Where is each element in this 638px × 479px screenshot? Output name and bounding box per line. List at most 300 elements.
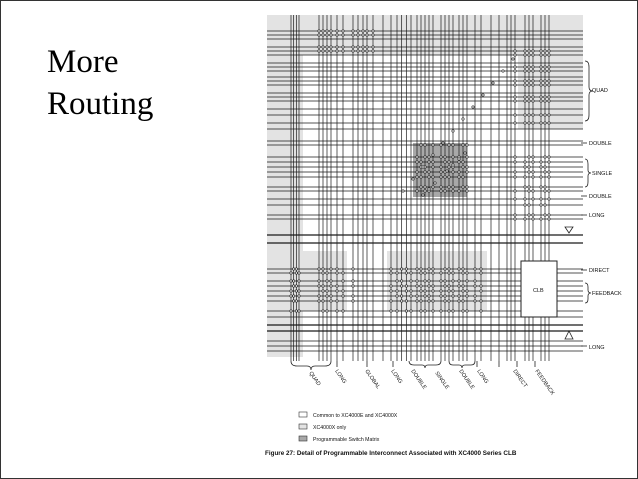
pip-dot — [424, 295, 426, 297]
pip-dot — [480, 285, 482, 287]
pip-dot — [532, 156, 534, 158]
pip-dot — [452, 310, 454, 312]
pip-dot — [528, 166, 530, 168]
pip-dot — [548, 84, 550, 86]
pip-dot — [448, 300, 450, 302]
pip-dot — [405, 290, 407, 292]
pip-dot — [514, 161, 516, 163]
pip-dot — [458, 171, 460, 173]
pip-dot — [548, 66, 550, 68]
pip-dot — [524, 176, 526, 178]
pip-dot — [540, 80, 542, 82]
pip-dot — [336, 310, 338, 312]
pip-dot — [318, 50, 320, 52]
pip-dot — [396, 290, 398, 292]
pip-dot — [528, 156, 530, 158]
pip-dot — [336, 50, 338, 52]
pip-dot — [298, 272, 300, 274]
pip-dot — [528, 50, 530, 52]
pip-dot — [322, 300, 324, 302]
pip-dot — [528, 54, 530, 56]
pip-dot — [448, 290, 450, 292]
pip-dot — [532, 161, 534, 163]
pip-dot — [524, 166, 526, 168]
pip-dot — [400, 300, 402, 302]
pip-dot — [416, 285, 418, 287]
pip-dot — [528, 190, 530, 192]
pip-dot — [295, 310, 297, 312]
pip-dot — [428, 171, 430, 173]
pip-dot — [424, 290, 426, 292]
pip-dot — [458, 285, 460, 287]
pip-dot — [480, 268, 482, 270]
pip-dot — [462, 268, 464, 270]
pip-dot — [330, 30, 332, 32]
pip-dot — [432, 186, 434, 188]
pip-dot — [390, 300, 392, 302]
pip-dot — [440, 310, 442, 312]
pip-dot — [432, 310, 434, 312]
pip-dot — [432, 290, 434, 292]
pip-dot — [326, 46, 328, 48]
pip-dot — [548, 176, 550, 178]
pip-dot — [326, 50, 328, 52]
pip-dot — [544, 54, 546, 56]
pip-dot — [548, 198, 550, 200]
right-label-long-top: LONG — [589, 213, 605, 219]
pip-dot — [458, 176, 460, 178]
pip-dot — [466, 144, 468, 146]
pip-dot — [444, 268, 446, 270]
pip-dot — [416, 280, 418, 282]
pip-dot — [514, 176, 516, 178]
pip-dot — [452, 144, 454, 146]
pip-dot — [444, 161, 446, 163]
shade-region-top-right — [518, 55, 583, 129]
pip-dot — [326, 295, 328, 297]
pip-dot — [514, 214, 516, 216]
pip-dot — [336, 290, 338, 292]
pip-dot — [342, 30, 344, 32]
pip-dot — [400, 295, 402, 297]
pip-dot — [420, 268, 422, 270]
pip-dot — [548, 161, 550, 163]
pip-dot — [524, 50, 526, 52]
buffer-triangle-bottom — [565, 331, 573, 339]
pip-dot — [357, 34, 359, 36]
pip-dot — [474, 268, 476, 270]
pip-dot — [298, 280, 300, 282]
pip-dot — [532, 114, 534, 116]
pip-dot — [528, 171, 530, 173]
diagonal-pip — [452, 130, 454, 132]
pip-dot — [544, 166, 546, 168]
pip-dot — [362, 30, 364, 32]
pip-dot — [444, 156, 446, 158]
pip-dot — [532, 198, 534, 200]
right-label-direct: DIRECT — [589, 268, 610, 274]
right-label-feedback: FEEDBACK — [592, 291, 622, 297]
pip-dot — [292, 280, 294, 282]
pip-dot — [352, 34, 354, 36]
pip-dot — [474, 285, 476, 287]
pip-dot — [480, 272, 482, 274]
pip-dot — [322, 310, 324, 312]
pip-dot — [420, 285, 422, 287]
pip-dot — [524, 70, 526, 72]
pip-dot — [440, 186, 442, 188]
diagonal-pip — [472, 106, 474, 108]
pip-dot — [544, 84, 546, 86]
pip-dot — [548, 122, 550, 124]
interconnect-diagram — [263, 11, 622, 461]
pip-dot — [540, 218, 542, 220]
pip-dot — [318, 30, 320, 32]
pip-dot — [528, 122, 530, 124]
pip-dot — [514, 80, 516, 82]
diagonal-pip — [422, 166, 424, 168]
pip-dot — [318, 46, 320, 48]
pip-dot — [342, 310, 344, 312]
clb-label: CLB — [533, 288, 544, 294]
slide-title — [47, 41, 247, 125]
pip-dot — [544, 50, 546, 52]
pip-dot — [420, 290, 422, 292]
bottom-label-direct: DIRECT — [511, 368, 529, 389]
pip-dot — [448, 310, 450, 312]
pip-dot — [405, 285, 407, 287]
pip-dot — [440, 272, 442, 274]
pip-dot — [548, 50, 550, 52]
pip-dot — [290, 295, 292, 297]
pip-dot — [524, 218, 526, 220]
pip-dot — [528, 186, 530, 188]
pip-dot — [540, 114, 542, 116]
diagonal-pip — [502, 70, 504, 72]
pip-dot — [362, 46, 364, 48]
pip-dot — [540, 198, 542, 200]
pip-dot — [292, 268, 294, 270]
pip-dot — [424, 280, 426, 282]
pip-dot — [295, 268, 297, 270]
pip-dot — [544, 204, 546, 206]
pip-dot — [298, 290, 300, 292]
pip-dot — [462, 176, 464, 178]
pip-dot — [532, 96, 534, 98]
pip-dot — [466, 280, 468, 282]
pip-dot — [420, 161, 422, 163]
pip-dot — [330, 295, 332, 297]
pip-dot — [544, 171, 546, 173]
pip-dot — [548, 114, 550, 116]
pip-dot — [390, 285, 392, 287]
pip-dot — [466, 166, 468, 168]
pip-dot — [514, 198, 516, 200]
matrix-pip — [434, 182, 436, 184]
pip-dot — [357, 50, 359, 52]
pip-dot — [424, 190, 426, 192]
pip-dot — [396, 280, 398, 282]
pip-dot — [466, 295, 468, 297]
pip-dot — [548, 214, 550, 216]
pip-dot — [336, 300, 338, 302]
title-line-1: More — [47, 44, 119, 80]
pip-dot — [548, 218, 550, 220]
pip-dot — [390, 310, 392, 312]
pip-dot — [410, 310, 412, 312]
pip-dot — [466, 290, 468, 292]
pip-dot — [548, 190, 550, 192]
pip-dot — [396, 295, 398, 297]
pip-dot — [400, 285, 402, 287]
pip-dot — [544, 96, 546, 98]
pip-dot — [444, 285, 446, 287]
pip-dot — [544, 156, 546, 158]
pip-dot — [544, 100, 546, 102]
pip-dot — [420, 310, 422, 312]
diagonal-pip — [402, 190, 404, 192]
pip-dot — [330, 50, 332, 52]
right-label-long-bottom: LONG — [589, 345, 605, 351]
pip-dot — [342, 46, 344, 48]
pip-dot — [540, 204, 542, 206]
diagonal-pip — [432, 154, 434, 156]
pip-dot — [295, 285, 297, 287]
right-label-quad: QUAD — [592, 88, 608, 94]
pip-dot — [336, 268, 338, 270]
pip-dot — [528, 204, 530, 206]
pip-dot — [352, 46, 354, 48]
pip-dot — [318, 34, 320, 36]
pip-dot — [524, 204, 526, 206]
pip-dot — [432, 272, 434, 274]
pip-dot — [462, 186, 464, 188]
pip-dot — [424, 310, 426, 312]
pip-dot — [396, 272, 398, 274]
pip-dot — [352, 300, 354, 302]
pip-dot — [548, 156, 550, 158]
pip-dot — [462, 300, 464, 302]
pip-dot — [290, 310, 292, 312]
pip-dot — [432, 268, 434, 270]
pip-dot — [532, 80, 534, 82]
pip-dot — [514, 122, 516, 124]
pip-dot — [372, 30, 374, 32]
pip-dot — [428, 156, 430, 158]
pip-dot — [432, 166, 434, 168]
pip-dot — [462, 144, 464, 146]
pip-dot — [416, 300, 418, 302]
pip-dot — [524, 54, 526, 56]
pip-dot — [440, 290, 442, 292]
pip-dot — [544, 186, 546, 188]
pip-dot — [428, 161, 430, 163]
bottom-label-feedback: FEEDBACK — [533, 368, 556, 397]
pip-dot — [514, 171, 516, 173]
pip-dot — [295, 272, 297, 274]
pip-dot — [424, 186, 426, 188]
pip-dot — [362, 50, 364, 52]
pip-dot — [548, 54, 550, 56]
pip-dot — [342, 280, 344, 282]
pip-dot — [352, 268, 354, 270]
pip-dot — [390, 272, 392, 274]
pip-dot — [448, 272, 450, 274]
pip-dot — [318, 280, 320, 282]
pip-dot — [514, 54, 516, 56]
pip-dot — [326, 280, 328, 282]
pip-dot — [452, 171, 454, 173]
pip-dot — [452, 290, 454, 292]
pip-dot — [532, 84, 534, 86]
pip-dot — [524, 161, 526, 163]
pip-dot — [318, 285, 320, 287]
legend-text-xc4000x: XC4000X only — [313, 425, 347, 431]
pip-dot — [400, 280, 402, 282]
figure-caption: Figure 27: Detail of Programmable Interconnect Associated with XC4000 Series CLB — [265, 450, 517, 457]
pip-dot — [544, 114, 546, 116]
pip-dot — [420, 186, 422, 188]
bottom-label-double-1: DOUBLE — [409, 368, 428, 391]
pip-dot — [330, 280, 332, 282]
pip-dot — [390, 268, 392, 270]
pip-dot — [544, 80, 546, 82]
pip-dot — [336, 272, 338, 274]
pip-dot — [514, 66, 516, 68]
pip-dot — [548, 171, 550, 173]
pip-dot — [444, 190, 446, 192]
diagonal-pip — [442, 142, 444, 144]
pip-dot — [416, 190, 418, 192]
pip-dot — [290, 290, 292, 292]
pip-dot — [444, 300, 446, 302]
pip-dot — [295, 290, 297, 292]
pip-dot — [432, 300, 434, 302]
pip-dot — [424, 144, 426, 146]
bottom-label-quad: QUAD — [307, 370, 322, 388]
pip-dot — [322, 46, 324, 48]
bottom-label-global-1: GLOBAL — [363, 368, 381, 391]
pip-dot — [405, 268, 407, 270]
pip-dot — [528, 100, 530, 102]
pip-dot — [298, 310, 300, 312]
pip-dot — [432, 176, 434, 178]
pip-dot — [440, 190, 442, 192]
pip-dot — [540, 96, 542, 98]
pip-dot — [420, 272, 422, 274]
legend-text-common: Common to XC4000E and XC4000X — [313, 413, 398, 419]
pip-dot — [342, 34, 344, 36]
pip-dot — [322, 290, 324, 292]
matrix-pip — [446, 170, 448, 172]
pip-dot — [532, 50, 534, 52]
pip-dot — [540, 176, 542, 178]
pip-dot — [440, 144, 442, 146]
pip-dot — [428, 176, 430, 178]
pip-dot — [466, 272, 468, 274]
pip-dot — [432, 161, 434, 163]
matrix-pip — [464, 152, 466, 154]
pip-dot — [366, 34, 368, 36]
bottom-label-long-3: LONG — [475, 368, 490, 385]
pip-dot — [336, 285, 338, 287]
pip-dot — [405, 300, 407, 302]
pip-dot — [514, 218, 516, 220]
legend-text-switch-matrix: Programmable Switch Matrix — [313, 437, 380, 443]
right-label-double-bottom: DOUBLE — [589, 194, 612, 200]
pip-dot — [372, 46, 374, 48]
pip-dot — [326, 34, 328, 36]
pip-dot — [540, 70, 542, 72]
pip-dot — [405, 310, 407, 312]
pip-dot — [318, 268, 320, 270]
matrix-pip — [422, 194, 424, 196]
pip-dot — [452, 280, 454, 282]
pip-dot — [420, 176, 422, 178]
pip-dot — [544, 214, 546, 216]
pip-dot — [524, 100, 526, 102]
pip-dot — [440, 171, 442, 173]
pip-dot — [480, 310, 482, 312]
pip-dot — [424, 171, 426, 173]
pip-dot — [290, 280, 292, 282]
pip-dot — [524, 84, 526, 86]
buffer-triangle-top — [565, 227, 573, 233]
pip-dot — [357, 46, 359, 48]
pip-dot — [528, 114, 530, 116]
legend-swatch-common — [299, 412, 307, 417]
pip-dot — [474, 295, 476, 297]
pip-dot — [514, 156, 516, 158]
pip-dot — [532, 70, 534, 72]
pip-dot — [440, 280, 442, 282]
pip-dot — [440, 156, 442, 158]
pip-dot — [410, 280, 412, 282]
pip-dot — [532, 190, 534, 192]
pip-dot — [292, 295, 294, 297]
pip-dot — [322, 285, 324, 287]
pip-dot — [428, 268, 430, 270]
pip-dot — [458, 300, 460, 302]
pip-dot — [330, 285, 332, 287]
pip-dot — [532, 54, 534, 56]
pip-dot — [528, 66, 530, 68]
pip-dot — [326, 290, 328, 292]
legend-swatch-switch-matrix — [299, 436, 307, 441]
matrix-pip — [458, 158, 460, 160]
pip-dot — [514, 114, 516, 116]
pip-dot — [462, 285, 464, 287]
pip-dot — [540, 161, 542, 163]
pip-dot — [544, 70, 546, 72]
pip-dot — [524, 80, 526, 82]
pip-dot — [292, 300, 294, 302]
pip-dot — [322, 268, 324, 270]
legend-swatch-xc4000x — [299, 424, 307, 429]
pip-dot — [440, 295, 442, 297]
pip-dot — [540, 100, 542, 102]
pip-dot — [514, 84, 516, 86]
pip-dot — [290, 272, 292, 274]
pip-dot — [298, 295, 300, 297]
pip-dot — [342, 50, 344, 52]
pip-dot — [540, 66, 542, 68]
pip-dot — [474, 280, 476, 282]
pip-dot — [514, 70, 516, 72]
diagonal-pip — [412, 178, 414, 180]
pip-dot — [357, 30, 359, 32]
pip-dot — [372, 50, 374, 52]
